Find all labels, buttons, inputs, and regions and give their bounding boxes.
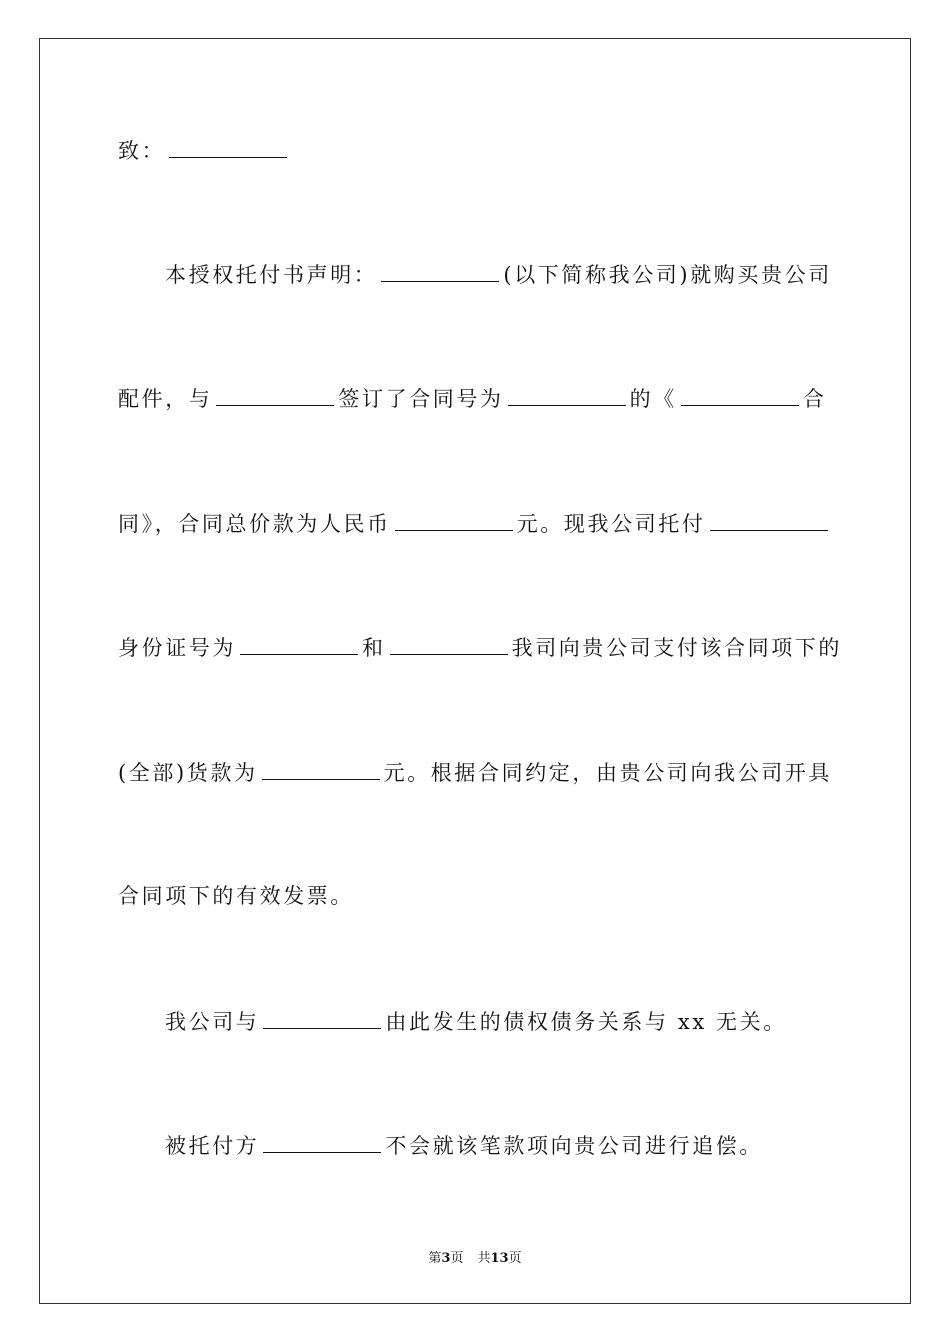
text: 配件，与	[118, 387, 213, 411]
text: 合同项下的有效发票。	[118, 884, 354, 908]
party-blank	[216, 383, 334, 406]
text: 同》，合同总价款为人民币	[118, 512, 391, 536]
page-border	[39, 38, 911, 1304]
paragraph1-line5	[118, 757, 832, 788]
paragraph1-line2	[118, 383, 826, 414]
page-suffix: 页	[450, 1251, 464, 1266]
total-pages: 13	[490, 1251, 509, 1266]
agent-blank	[263, 1006, 381, 1029]
paragraph3	[165, 1130, 763, 1161]
text: 签订了合同号为	[338, 387, 504, 411]
text: 的《	[629, 387, 677, 411]
page-prefix: 第	[428, 1251, 442, 1266]
text: 和	[362, 636, 386, 660]
salutation-line	[118, 135, 291, 166]
total-price-blank	[395, 508, 513, 531]
company-name-blank	[381, 259, 499, 282]
text: (全部)货款为	[118, 761, 258, 785]
paragraph1-line6	[118, 881, 354, 911]
text: 合	[802, 387, 827, 411]
paragraph1-line4	[118, 632, 842, 663]
id-number-blank	[240, 632, 358, 655]
text: 本授权托付书声明：	[165, 263, 378, 287]
second-party-blank	[390, 632, 508, 655]
recipient-blank	[169, 135, 287, 158]
text: 由此发生的债权债务关系与 xx 无关。	[385, 1010, 787, 1034]
payment-amount-blank	[262, 757, 380, 780]
agent-party-blank	[263, 1130, 381, 1153]
page-footer	[0, 1247, 950, 1266]
salutation-prefix: 致：	[118, 139, 166, 163]
text: 我公司与	[165, 1010, 260, 1034]
total-suffix: 页	[508, 1251, 522, 1266]
text: 不会就该笔款项向贵公司进行追偿。	[385, 1134, 764, 1158]
text: 元。根据合同约定，由贵公司向我公司开具	[383, 761, 832, 785]
paragraph1-line1	[165, 259, 832, 290]
contract-name-blank	[681, 383, 799, 406]
total-prefix: 共	[477, 1251, 491, 1266]
text: 被托付方	[165, 1134, 260, 1158]
agent-name-blank	[710, 508, 828, 531]
paragraph1-line3	[118, 508, 832, 539]
page-number: 3	[441, 1251, 451, 1266]
text: 元。现我公司托付	[516, 512, 706, 536]
contract-number-blank	[508, 383, 626, 406]
paragraph2	[165, 1006, 787, 1037]
text: 我司向贵公司支付该合同项下的	[511, 636, 843, 660]
text: (以下简称我公司)就购买贵公司	[503, 263, 832, 287]
text: 身份证号为	[118, 636, 236, 660]
